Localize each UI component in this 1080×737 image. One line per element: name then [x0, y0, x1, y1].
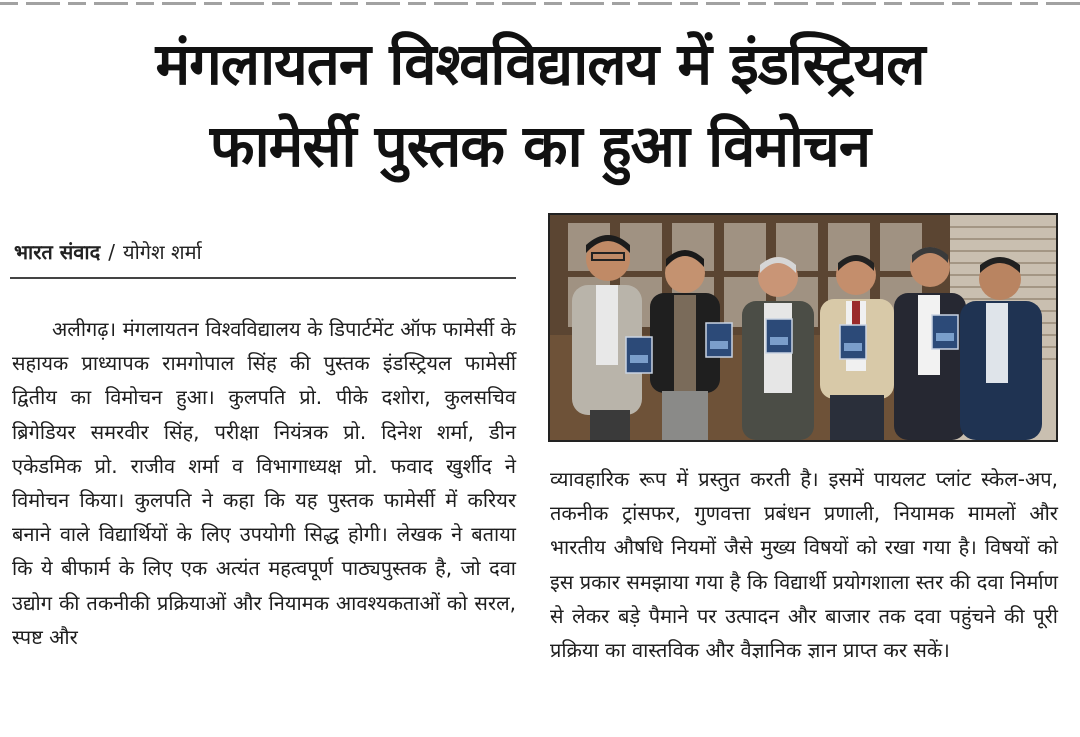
byline-author: योगेश शर्मा: [122, 240, 202, 264]
byline: [14, 238, 516, 265]
byline-separator: /: [108, 240, 115, 264]
headline-line-2: फामेर्सी पुस्तक का हुआ विमोचन: [209, 112, 871, 180]
book-launch-photo-illustration: [550, 215, 1056, 440]
article-column-2: व्यावहारिक रूप में प्रस्तुत करती है। इसमें पायलट प्लांट स्केल-अप, तकनीक ट्रांसफर, गुणवत्ता प्रबंधन प्रणाली, नियामक मामलों और भारतीय औषधि नियमों जैसे मुख्य विषयों को रखा गया है। विषयों को इस प्रकार समझाया गया है कि विद्यार्थी प्रयोगशाला स्तर की दवा निर्माण से लेकर बड़े पैमाने पर उत्पादन और बाजार तक दवा पहुंचने की पूरी प्रक्रिया का वास्तविक और वैज्ञानिक ज्ञान प्राप्त कर सकें।: [550, 467, 1058, 663]
article-column-1: अलीगढ़। मंगलायतन विश्वविद्यालय के डिपार्टमेंट ऑफ फामेर्सी के सहायक प्राध्यापक रामगोपाल सिंह की पुस्तक इंडस्ट्रियल फामेर्सी द्वितीय का विमोचन हुआ। कुलपति प्रो. पीके दशोरा, कुलसचिव ब्रिगेडियर समरवीर सिंह, परीक्षा नियंत्रक प्रो. दिनेश शर्मा, डीन एकेडमिक प्रो. राजीव शर्मा व विभागाध्यक्ष प्रो. फवाद खुर्शीद ने विमोचन किया। कुलपति ने कहा कि यह पुस्तक फामेर्सी में करियर बनाने वाले विद्यार्थियों के लिए उपयोगी सिद्ध होगी। लेखक ने बताया कि ये बीफार्म के लिए एक अत्यंत महत्वपूर्ण पाठ्यपुस्तक है, जो दवा उद्योग की तकनीकी प्रक्रियाओं और नियामक आवश्यकताओं को सरल, स्पष्ट और: [12, 317, 516, 649]
previous-article-cutoff-strip: [0, 0, 1080, 10]
headline-line-1: मंगलायतन विश्वविद्यालय में इंडस्ट्रियल: [155, 30, 925, 98]
byline-source: भारत संवाद: [14, 240, 101, 264]
news-photo: [548, 213, 1058, 442]
byline-divider: [10, 277, 516, 279]
